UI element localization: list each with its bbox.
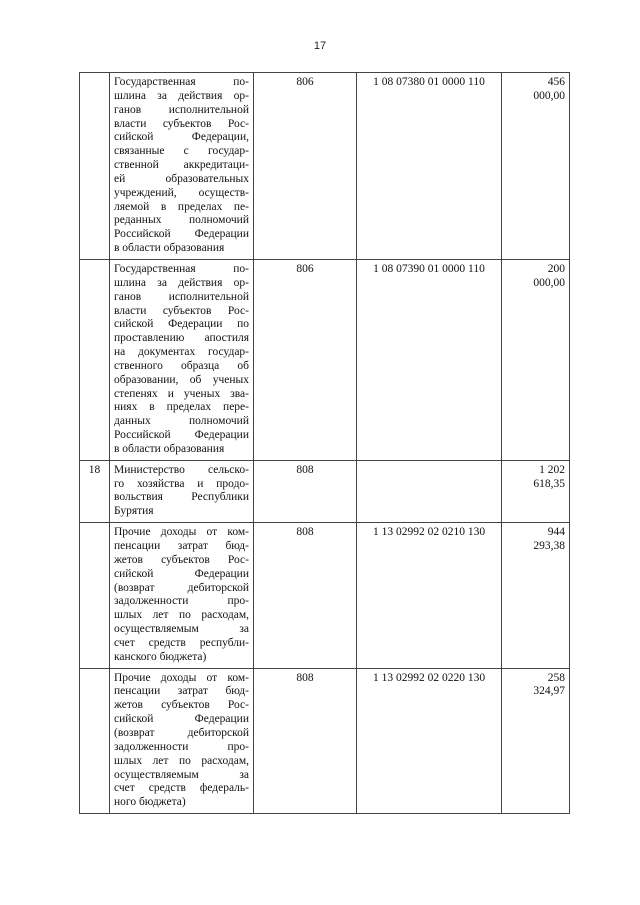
revenue-name-line: Бурятия [114, 505, 154, 518]
row-number-cell [80, 668, 110, 813]
amount-line: 1 202 [539, 463, 565, 476]
revenue-name-line: ственного образца об [114, 359, 249, 372]
revenue-name-line: на документах государ- [114, 346, 249, 359]
revenue-name-line: ственной аккредитаци- [114, 159, 249, 172]
revenue-name-line: Прочие доходы от ком- [114, 671, 249, 684]
revenue-name-cell [110, 668, 254, 813]
revenue-name-line: осуществляемым за [114, 623, 249, 636]
amount-line: 618,35 [533, 477, 565, 490]
revenue-name-cell [110, 460, 254, 522]
revenue-name-line: сийской Федерации, [114, 131, 249, 144]
budget-classification-code-cell: 1 13 02992 02 0220 130 [357, 668, 502, 813]
revenue-name-line: ганов исполнительной [114, 103, 249, 116]
revenue-name-line: шлых лет по расходам, [114, 754, 249, 767]
row-number-cell [80, 259, 110, 460]
revenue-name-line: Государственная по- [114, 262, 249, 275]
row-number-cell [80, 73, 110, 260]
revenue-name-line: Прочие доходы от ком- [114, 526, 249, 539]
table-body [80, 73, 570, 814]
amount-line: 293,38 [533, 540, 565, 552]
revenue-name-line: пенсации затрат бюд- [114, 540, 249, 552]
revenue-name-line: ного бюджета) [114, 796, 186, 809]
row-number-cell [80, 523, 110, 668]
revenue-name-line: сийской Федерации [114, 567, 249, 580]
revenue-name-line: в области образования [114, 242, 225, 255]
revenue-name-line: ниях в пределах пере- [114, 401, 249, 414]
revenue-name-line: учреждений, осуществ- [114, 186, 249, 199]
revenue-name-line: власти субъектов Рос- [114, 117, 249, 130]
revenue-name-line: Российской Федерации [114, 228, 249, 241]
revenue-name-line: ляемой в пределах пе- [114, 200, 249, 213]
revenue-name-line: реданных полномочий [114, 214, 249, 227]
amount-cell [502, 523, 570, 668]
revenue-name-line: данных полномочий [114, 415, 249, 428]
revenue-name-line: шлых лет по расходам, [114, 609, 249, 622]
administrator-code-cell: 806 [254, 259, 357, 460]
revenue-table [79, 72, 570, 814]
amount-line: 200 [547, 262, 565, 275]
revenue-name-line: проставлению апостиля [114, 332, 249, 345]
budget-classification-code-cell [357, 460, 502, 522]
revenue-name-line: (возврат дебиторской [114, 726, 249, 739]
amount-line: 944 [547, 526, 565, 539]
budget-classification-code-cell: 1 13 02992 02 0210 130 [357, 523, 502, 668]
revenue-name-line: осуществляемым за [114, 768, 249, 781]
budget-classification-code-cell: 1 08 07390 01 0000 110 [357, 259, 502, 460]
revenue-name-line: жетов субъектов Рос- [114, 553, 249, 566]
revenue-name-line: счет средств федераль- [114, 782, 249, 795]
amount-line: 258 [547, 671, 565, 684]
revenue-name-line: связанные с государ- [114, 145, 249, 158]
revenue-name-line: Российской Федерации [114, 429, 249, 442]
revenue-name-cell [110, 259, 254, 460]
administrator-code-cell: 808 [254, 523, 357, 668]
revenue-name-line: в области образования [114, 442, 225, 455]
revenue-name-line: сийской Федерации [114, 713, 249, 726]
table-row [80, 523, 570, 668]
amount-cell [502, 259, 570, 460]
revenue-name-line: власти субъектов Рос- [114, 304, 249, 317]
administrator-code-cell: 808 [254, 460, 357, 522]
revenue-name-line: сийской Федерации по [114, 318, 249, 331]
revenue-name-line: Министерство сельско- [114, 463, 249, 476]
table-row [80, 259, 570, 460]
table-row [80, 73, 570, 260]
revenue-name-line: шлина за действия ор- [114, 89, 249, 102]
amount-cell [502, 460, 570, 522]
table-row [80, 668, 570, 813]
amount-cell [502, 73, 570, 260]
revenue-name-line: задолженности про- [114, 595, 249, 608]
revenue-name-line: го хозяйства и продо- [114, 477, 249, 490]
revenue-name-line: жетов субъектов Рос- [114, 699, 249, 712]
page-number: 17 [313, 40, 327, 52]
row-number-cell: 18 [80, 460, 110, 522]
revenue-name-line: ей образовательных [114, 172, 249, 185]
revenue-name-line: счет средств республи- [114, 636, 249, 649]
revenue-name-line: канского бюджета) [114, 650, 207, 663]
budget-classification-code-cell: 1 08 07380 01 0000 110 [357, 73, 502, 260]
revenue-name-cell [110, 523, 254, 668]
administrator-code-cell: 806 [254, 73, 357, 260]
revenue-name-line: вольствия Республики [114, 491, 249, 504]
amount-cell [502, 668, 570, 813]
revenue-name-line: степенях и ученых зва- [114, 387, 249, 400]
revenue-name-line: пенсации затрат бюд- [114, 685, 249, 698]
amount-line: 000,00 [533, 89, 565, 102]
revenue-name-line: (возврат дебиторской [114, 581, 249, 594]
administrator-code-cell: 808 [254, 668, 357, 813]
table-row [80, 460, 570, 522]
revenue-name-line: ганов исполнительной [114, 290, 249, 303]
revenue-name-line: Государственная по- [114, 76, 249, 88]
revenue-name-line: образовании, об ученых [114, 373, 249, 386]
revenue-name-line: шлина за действия ор- [114, 276, 249, 289]
revenue-name-line: задолженности про- [114, 740, 249, 753]
amount-line: 456 [547, 76, 565, 88]
revenue-name-cell [110, 73, 254, 260]
amount-line: 000,00 [533, 276, 565, 289]
amount-line: 324,97 [533, 685, 565, 698]
